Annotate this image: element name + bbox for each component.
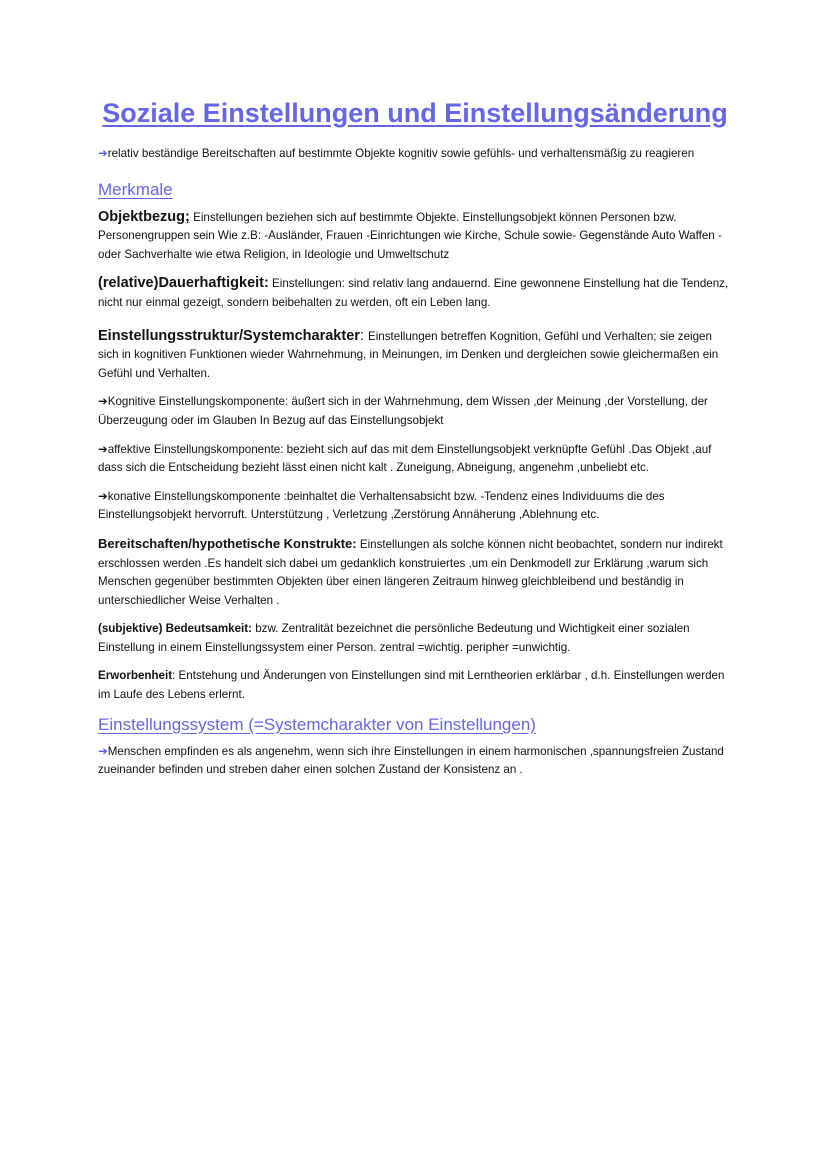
heading-merkmale: Merkmale bbox=[98, 179, 173, 199]
page-title: Soziale Einstellungen und Einstellungsänderung bbox=[102, 98, 728, 128]
term-objektbezug: Objektbezug bbox=[98, 208, 186, 225]
heading-einstellungssystem: Einstellungssystem (=Systemcharakter von Einstellungen) bbox=[98, 714, 536, 734]
objektbezug-text: Einstellungen beziehen sich auf bestimmte Objekte. Einstellungsobjekt können Personen bzw. Personengruppen sein Wie z.B: -Ausländer, Frauen -Einrichtungen wie Kirche, Schule sowie- Gegenstände Auto Waffen -oder Sachverhalte wie etwa Religion, in Ideologie und Umweltschutz bbox=[98, 210, 722, 261]
arrow-right-icon: ➔ bbox=[98, 489, 108, 503]
term-separator: : bbox=[359, 327, 368, 344]
paragraph-kognitiv bbox=[98, 393, 732, 430]
intro-paragraph bbox=[98, 145, 732, 164]
term-dauerhaftigkeit: (relative)Dauerhaftigkeit: bbox=[98, 275, 269, 292]
term-bedeutsamkeit: (subjektive) Bedeutsamkeit: bbox=[98, 622, 252, 636]
kognitiv-text: Kognitive Einstellungskomponente: äußert sich in der Wahrnehmung, dem Wissen ,der Meinung ,der Vorstellung, der Überzeugung oder im Glauben In Bezug auf das Einstellungsobjekt bbox=[98, 395, 708, 427]
term-separator: ; bbox=[185, 208, 190, 225]
paragraph-konativ bbox=[98, 488, 732, 525]
term-bereitschaften: Bereitschaften/hypothetische Konstrukte: bbox=[98, 535, 357, 551]
arrow-right-icon: ➔ bbox=[98, 744, 108, 758]
erworbenheit-text: : Entstehung und Änderungen von Einstellungen sind mit Lerntheorien erklärbar , d.h. Einstellungen werden im Laufe des Lebens erlernt. bbox=[98, 669, 725, 702]
intro-text: relativ beständige Bereitschaften auf bestimmte Objekte kognitiv sowie gefühls- und verhaltensmäßig zu reagieren bbox=[107, 147, 695, 160]
term-struktur: Einstellungsstruktur/Systemcharakter bbox=[98, 327, 360, 344]
arrow-right-icon: ➔ bbox=[98, 442, 108, 456]
paragraph-bedeutsamkeit bbox=[98, 620, 732, 657]
paragraph-objektbezug bbox=[98, 208, 732, 265]
paragraph-affektiv bbox=[98, 441, 732, 478]
paragraph-erworbenheit bbox=[98, 667, 732, 704]
system-text: Menschen empfinden es als angenehm, wenn sich ihre Einstellungen in einem harmonischen ,spannungsfreien Zustand zueinander befinden und streben daher einen solchen Zustand der Konsistenz an . bbox=[98, 744, 724, 777]
affektiv-text: affektive Einstellungskomponente: bezieht sich auf das mit dem Einstellungsobjekt verknüpfte Gefühl .Das Objekt ,auf dass sich die Entscheidung bezieht lässt einen nicht kalt . Zuneigung, Abneigung, angenehm ,unbeliebt etc. bbox=[98, 442, 712, 475]
bedeutsamkeit-text: bzw. Zentralität bezeichnet die persönliche Bedeutung und Wichtigkeit einer sozialen Einstellung in einem Einstellungssystem einer Person. zentral =wichtig. peripher =unwichtig. bbox=[98, 622, 690, 654]
arrow-right-icon: ➔ bbox=[98, 147, 108, 160]
dauerhaftigkeit-text: Einstellungen: sind relativ lang andauernd. Eine gewonnene Einstellung hat die Tendenz, nicht nur einmal gezeigt, sondern beibehalten zu werden, oft ein Leben lang. bbox=[98, 277, 729, 309]
arrow-right-icon: ➔ bbox=[98, 395, 108, 409]
paragraph-bereitschaften bbox=[98, 535, 732, 610]
konativ-text: konative Einstellungskomponente :beinhaltet die Verhaltensabsicht bzw. -Tendenz eines Individuums die des Einstellungsobjekt hervorruft. Unterstützung , Verletzung ,Zerstörung Annäherung ,Ablehnung etc. bbox=[98, 489, 665, 522]
paragraph-system bbox=[98, 743, 732, 780]
paragraph-struktur bbox=[98, 327, 732, 384]
struktur-text: Einstellungen betreffen Kognition, Gefühl und Verhalten; sie zeigen sich in kognitiven Funktionen wieder Wahrnehmung, in Meinungen, im Denken und dergleichen sowie gleichermaßen ein Gefühl und Verhalten. bbox=[98, 329, 719, 380]
term-erworbenheit: Erworbenheit bbox=[98, 669, 173, 683]
paragraph-dauerhaftigkeit bbox=[98, 274, 732, 312]
bereitschaften-text: Einstellungen als solche können nicht beobachtet, sondern nur indirekt erschlossen werden .Es handelt sich dabei um gedanklich konstruiertes ,um ein Denkmodell zur Erklärung ,warum sich Menschen gegenüber bestimmten Objekten über einen längeren Zeitraum hinweg gleichbleibend und beständig in unterschiedlicher Weise Verhalten . bbox=[98, 537, 723, 607]
